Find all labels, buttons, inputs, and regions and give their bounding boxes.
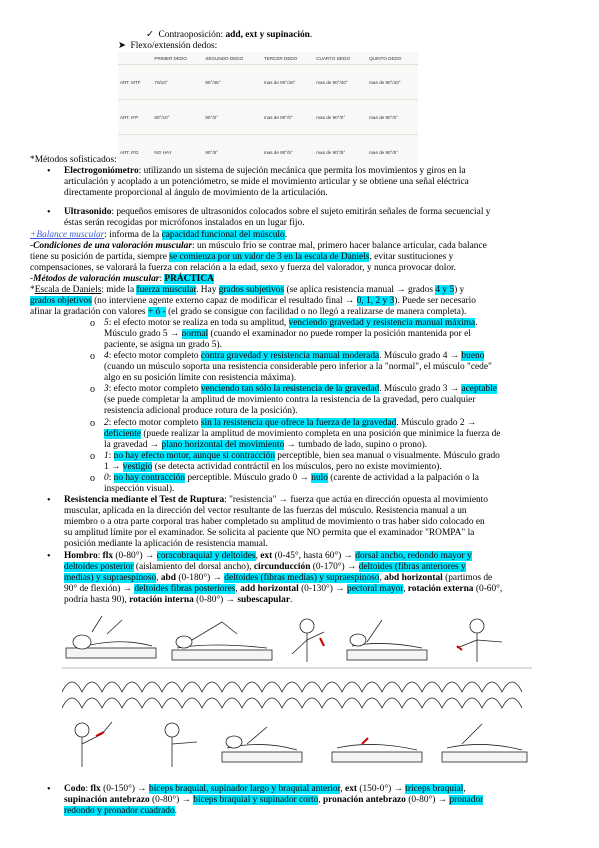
- text: ext: [345, 784, 358, 794]
- table-edges: [62, 698, 522, 708]
- text: (aislamiento del dorsal ancho),: [133, 562, 254, 572]
- paragraph-line: directamente proporcional al ángulo de movimiento de la articulación.: [64, 188, 328, 198]
- highlight: deltoides posterior: [64, 562, 134, 572]
- check-icon: ✓: [146, 30, 154, 40]
- table-cell: mas de 90°/40°: [262, 65, 314, 100]
- text: (0-170°) →: [310, 562, 359, 572]
- patient-body: [457, 633, 502, 662]
- table-cell: mas de 90°/0°: [367, 100, 418, 135]
- paragraph-line: éstas serán recogidas por micrófonos instalados en un lugar fijo.: [64, 218, 305, 228]
- text: abd horizontal: [384, 573, 443, 583]
- table-cell: NO HAY: [152, 135, 203, 170]
- paragraph-line: [64, 573, 492, 585]
- circle-bullet-icon: o: [90, 384, 95, 395]
- paragraph-line: [64, 595, 292, 607]
- text: (0-60°,: [473, 584, 503, 594]
- text: . Hay: [196, 285, 219, 295]
- highlight: 0, 1, 2 y 3: [356, 296, 395, 306]
- text: ,: [403, 584, 408, 594]
- text: (el grado se consigue con facilidad o no llegó a realizarse de manera completa).: [165, 307, 467, 317]
- highlight: normal: [181, 329, 209, 339]
- highlight: pronador: [449, 795, 484, 805]
- text: ) y: [454, 285, 465, 295]
- examiner-arms: [192, 622, 237, 640]
- text: :: [108, 473, 114, 483]
- paragraph-line: algo en su posición límite con resistencia máxima).: [104, 373, 297, 383]
- text: :: [85, 784, 91, 794]
- table-header: QUINTO DEDO: [369, 55, 402, 61]
- grade-number: 1: [104, 451, 109, 461]
- paragraph-line: su amplitud límite por el examinador. Se solicita al paciente que NO permita que el examinador "ROMPA" la: [64, 528, 475, 538]
- highlight: bueno: [461, 351, 485, 361]
- text: . Músculo grado 3 →: [379, 384, 462, 394]
- text: pronación antebrazo: [322, 795, 406, 805]
- highlight: redondo y pronador cuadrado: [64, 806, 175, 816]
- text: (se aplica resistencia manual → grados: [284, 285, 436, 295]
- highlight: capacidad funcional del músculo: [161, 230, 285, 240]
- paragraph-line: [64, 551, 472, 563]
- exam-table: [222, 752, 302, 762]
- bullet-icon: •: [47, 207, 51, 218]
- term: -Métodos de valoración muscular: [30, 274, 160, 284]
- text: rotación interna: [129, 595, 194, 605]
- text: *: [30, 285, 35, 295]
- table-cell: 70/10°: [152, 65, 203, 100]
- shoulder-exercises-illustration: [62, 612, 532, 774]
- text: (partimos de: [442, 573, 493, 583]
- text: add, ext y supinación: [225, 30, 310, 40]
- paragraph-line: [104, 462, 442, 474]
- grade-number: 2: [104, 418, 109, 428]
- paragraph-line: [64, 784, 466, 796]
- text: .: [289, 595, 293, 605]
- text: , evitar sustituciones y: [369, 252, 454, 262]
- highlight: bíceps braquial y supinador corto: [193, 795, 319, 805]
- text: .: [174, 806, 177, 816]
- exam-table: [442, 752, 527, 762]
- paragraph-line: [104, 329, 471, 341]
- paragraph-line: [30, 241, 487, 253]
- text: : efecto motor completo: [108, 418, 201, 428]
- paragraph-line: muscular, aplicada en la dirección del vector resultante de las fuerzas del músculo. Resistencia manual a un: [64, 506, 467, 516]
- table-header: CUARTO DEDO: [316, 55, 351, 61]
- examiner-arms: [247, 727, 267, 744]
- text: perceptible, bien sea manual o visualmente. Músculo grado: [274, 451, 500, 461]
- bullet-icon: •: [47, 166, 51, 177]
- text: (puede realizar la amplitud de movimiento completa en una posición que minimice la fuerza de: [140, 429, 501, 439]
- text: (0-80°) →: [193, 595, 238, 605]
- paragraph-line: [30, 285, 464, 297]
- text: :: [97, 551, 103, 561]
- figure-row-3: [75, 722, 527, 767]
- text: perceptible. Músculo grado 0 →: [184, 473, 312, 483]
- examiner-arms: [92, 616, 122, 634]
- text: la gravedad →: [104, 440, 162, 450]
- term: Ultrasonido: [64, 207, 112, 217]
- text: flx: [90, 784, 101, 794]
- text: (0-80°) →: [149, 795, 194, 805]
- highlight: PRÁCTICA: [164, 274, 214, 284]
- term: Hombro: [64, 551, 98, 561]
- text: ,: [340, 784, 346, 794]
- text: tiene su posición de partida, siempre: [30, 252, 170, 262]
- paragraph-line: [64, 166, 466, 178]
- highlight: venciendo tan sólo la resistencia de la gravedad: [200, 384, 380, 394]
- highlight: 4 y 5: [435, 285, 455, 295]
- text: rotación externa: [407, 584, 474, 594]
- text: : un músculo frío se contrae mal, primero hacer balance articular, cada balance: [192, 241, 487, 251]
- paragraph-line: [30, 296, 476, 308]
- text: afinar la gradación con valores: [30, 307, 148, 317]
- paragraph-line: paciente, se asigna un grado 5).: [104, 340, 222, 350]
- table-header-row: [118, 52, 418, 65]
- paragraph-line: [30, 252, 453, 264]
- text: 1 →: [104, 462, 123, 472]
- text: (0-150°) →: [100, 784, 150, 794]
- text: supinación antebrazo: [64, 795, 150, 805]
- text: (carente de actividad a la palpación o la: [327, 473, 479, 483]
- highlight: pectoral mayor: [347, 584, 404, 594]
- text: (0-80°) →: [405, 795, 450, 805]
- table-cell: mas de 90°/5°: [314, 135, 367, 170]
- fingers-table: [118, 52, 418, 169]
- circle-bullet-icon: o: [90, 451, 95, 462]
- highlight: plano horizontal del movimiento: [161, 440, 285, 450]
- patient-figure: [350, 634, 366, 646]
- text: . Músculo grado 2 →: [396, 418, 477, 428]
- highlight: se comienza por un valor de 3 en la escala de Daniels: [169, 252, 370, 262]
- paragraph-line: [104, 440, 427, 452]
- text: (0-80°) →: [113, 551, 157, 561]
- circle-bullet-icon: o: [90, 473, 95, 484]
- text: abd: [160, 573, 176, 583]
- table-cell: mas de 90°/5°: [262, 135, 314, 170]
- text: : pequeños emisores de ultrasonidos colocados sobre el sujeto emitirán señales de forma secuencial y: [111, 207, 491, 217]
- text: . Músculo grado 4 →: [379, 351, 462, 361]
- text: (0-45°, hasta 60°) →: [272, 551, 356, 561]
- text: Músculo grado 5 →: [104, 329, 182, 339]
- table-header: TERCER DEDO: [263, 55, 298, 61]
- bullet-icon: •: [47, 495, 51, 506]
- table-header: [118, 52, 152, 65]
- text: : mide la: [101, 285, 137, 295]
- table-cell: mas de 90°/40°: [314, 65, 367, 100]
- paragraph-line: [30, 230, 287, 242]
- text: (cuando el examinador no puede romper la posición mantenida por el: [208, 329, 471, 339]
- patient-figure: [165, 723, 179, 737]
- patient-figure: [75, 723, 89, 737]
- highlight: tríceps braquial: [405, 784, 464, 794]
- link[interactable]: +Balance muscular: [30, 230, 105, 240]
- paragraph-line: articulación y acoplado a un potenciómetro, se mide el movimiento articular y se obtiene una señal eléctrica: [64, 177, 469, 187]
- table-cell: 90°/5°: [203, 135, 261, 170]
- text: ). Puede ser necesario: [394, 296, 476, 306]
- text: Flexo/extensión dedos:: [130, 41, 218, 51]
- bullet-icon: •: [47, 551, 51, 562]
- paragraph-line: [104, 418, 476, 430]
- paragraph-line: resistencia adicional produce rotura de la posición).: [104, 406, 298, 416]
- table-header: SEGUNDO DEDO: [205, 55, 244, 61]
- table-cell: 90°/45°: [203, 65, 261, 100]
- text: Escala de Daniels: [34, 285, 102, 295]
- grade-number: 5: [104, 318, 109, 328]
- term: -Condiciones de una valoración muscular: [30, 241, 192, 251]
- text: ext: [260, 551, 273, 561]
- arrow-item: [118, 41, 217, 53]
- highlight: grados subjetivos: [218, 285, 285, 295]
- arrow-bullet-icon: ➤: [118, 41, 126, 51]
- grade-number: 3: [104, 384, 109, 394]
- patient-figure: [300, 619, 314, 633]
- highlight: vestigio: [122, 462, 153, 472]
- circle-bullet-icon: o: [90, 418, 95, 429]
- table-edges: [62, 682, 522, 692]
- table-cell: mas de 90°/40°: [367, 65, 418, 100]
- highlight: no hay efecto motor, aunque sí contracción: [113, 451, 275, 461]
- paragraph-line: [64, 495, 488, 507]
- patient-figure: [226, 736, 242, 748]
- highlight: medias) y supraespinoso: [64, 573, 157, 583]
- muscle-highlight: [320, 638, 324, 646]
- circle-bullet-icon: o: [90, 318, 95, 329]
- exam-table: [172, 650, 272, 660]
- text: : efecto motor completo: [108, 351, 201, 361]
- term: Codo: [64, 784, 86, 794]
- grade-number: 4: [104, 351, 109, 361]
- text: .: [475, 318, 478, 328]
- table-cell: ART. IFD: [118, 135, 152, 170]
- text: ,: [463, 784, 466, 794]
- patient-figure: [176, 636, 192, 648]
- paragraph-line: [104, 351, 484, 363]
- table-cell: ART. MTF: [118, 65, 152, 100]
- term: Resistencia mediante el Test de Ruptura: [64, 495, 225, 505]
- figure-row-1: [66, 616, 502, 662]
- paragraph-line: inspección visual).: [104, 484, 175, 494]
- paragraph-line: [64, 207, 490, 219]
- text: :: [159, 274, 165, 284]
- patient-figure: [470, 619, 484, 633]
- highlight: nulo: [311, 473, 328, 483]
- text: .: [284, 230, 288, 240]
- table-cell: ART. IFP: [118, 100, 152, 135]
- paragraph-line: [104, 429, 500, 441]
- highlight: venciendo gravedad y resistencia manual máxima: [288, 318, 476, 328]
- text: flx: [102, 551, 114, 561]
- paragraph-line: [30, 274, 214, 286]
- text: ,: [235, 584, 241, 594]
- grade-number: 0: [104, 473, 109, 483]
- text: ,: [379, 573, 385, 583]
- table-cell: 80°/10°: [152, 100, 203, 135]
- table-cell: mas de 90°/0°: [262, 100, 314, 135]
- text: : "resistencia" → fuerza que actúa en dirección opuesta al movimiento: [224, 495, 488, 505]
- patient-body: [90, 642, 152, 646]
- examiner-arms: [462, 724, 482, 744]
- text: (0-130°) →: [298, 584, 347, 594]
- table-cell: mas de 90°/5°: [367, 135, 418, 170]
- paragraph-line: (se puede completar la amplitud de movimiento contra la resistencia de la gravedad, pero cualquier: [104, 395, 476, 405]
- highlight: dorsal ancho, redondo mayor y: [355, 551, 472, 561]
- patient-body: [447, 744, 522, 750]
- paragraph-line: [64, 562, 466, 574]
- text: (se detecta actividad contráctil en los músculos, pero no existe movimiento).: [152, 462, 442, 472]
- highlight: bíceps braquial, supinador largo y braquial anterior: [149, 784, 341, 794]
- patient-body: [172, 737, 197, 767]
- text: : utilizando un sistema de sujeción mecánica que permita los movimientos y giros en la: [138, 166, 466, 176]
- patient-figure: [73, 635, 91, 649]
- circle-bullet-icon: o: [90, 351, 95, 362]
- text: : efecto motor completo: [108, 384, 201, 394]
- text: : informa de la: [104, 230, 162, 240]
- text: ,: [318, 795, 323, 805]
- text: (0-180°) →: [175, 573, 225, 583]
- highlight: deficiente: [104, 429, 141, 439]
- highlight: fuerza muscular: [136, 285, 197, 295]
- paragraph-line: [104, 451, 500, 463]
- paragraph-line: [104, 318, 478, 330]
- highlight: contra gravedad y resistencia manual moderada: [200, 351, 380, 361]
- table-cell: 90°/0°: [203, 100, 261, 135]
- muscle-highlight: [362, 738, 368, 744]
- exam-table: [347, 650, 427, 660]
- paragraph-line: (cuando un músculo soporta una resistencia considerable pero inferior a la "normal", el músculo "cede": [104, 362, 492, 372]
- paragraph-line: [64, 806, 177, 818]
- term: Electrogoniómetro: [64, 166, 139, 176]
- text: 90° de flexión) →: [64, 584, 135, 594]
- paragraph-line: compensaciones, se valorará la fuerza con relación a la edad, sexo y fuerza del valorador, y nunca provocar dolor.: [30, 263, 456, 273]
- highlight: + ó -: [147, 307, 166, 317]
- paragraph-line: [64, 584, 502, 596]
- text: Contraoposición:: [158, 30, 226, 40]
- paragraph-line: [64, 795, 483, 807]
- highlight: coracobraquial y deltoides: [156, 551, 256, 561]
- text: circunducción: [253, 562, 311, 572]
- patient-body: [337, 744, 417, 750]
- exam-table: [66, 648, 156, 658]
- highlight: no hay contracción: [113, 473, 185, 483]
- highlight: deltoides fibras posteriores: [134, 584, 236, 594]
- text: : el efecto motor se realiza en toda su amplitud,: [108, 318, 289, 328]
- text: add horizontal: [240, 584, 299, 594]
- text: → tumbado de lado, supino o prono).: [284, 440, 428, 450]
- table-cell: mas de 90°/0°: [314, 100, 367, 135]
- table-header: PRIMER DEDO: [154, 55, 187, 61]
- paragraph-line: [30, 307, 466, 319]
- bullet-icon: •: [47, 784, 51, 795]
- highlight: sin la resistencia que ofrece la fuerza de la gravedad: [200, 418, 397, 428]
- text: ,: [156, 573, 161, 583]
- highlight: aceptable: [461, 384, 497, 394]
- highlight: grados objetivos: [30, 296, 92, 306]
- text: :: [108, 451, 114, 461]
- highlight: deltoides (fibras medias) y supraespinoso: [224, 573, 380, 583]
- paragraph-line: miembro o a otra parte corporal tras haber completado su amplitud de movimiento o tras haber sido colocado en: [64, 517, 485, 527]
- text: ,: [255, 551, 261, 561]
- text: (150-0°) →: [357, 784, 406, 794]
- paragraph-line: [104, 384, 497, 396]
- text: podría hasta 90),: [64, 595, 130, 605]
- text: (no interviene agente externo capaz de modificar el resultado final →: [91, 296, 357, 306]
- figure-row-2: [62, 682, 522, 708]
- check-item: ✓ Contraoposición: add, ext y supinación.: [146, 30, 313, 40]
- table-row: [118, 100, 418, 135]
- highlight: deltoides (fibras anteriores y: [358, 562, 466, 572]
- paragraph-line: posición mediante la aplicación de resistencia manual.: [64, 539, 268, 549]
- paragraph-line: [104, 473, 479, 485]
- section-heading: *Métodos sofisticados:: [30, 155, 117, 165]
- table-row: [118, 65, 418, 100]
- exam-table: [332, 752, 422, 762]
- examiner-arms: [367, 620, 382, 642]
- text: subescapular: [237, 595, 290, 605]
- patient-body: [292, 632, 324, 662]
- table-row: [118, 135, 418, 170]
